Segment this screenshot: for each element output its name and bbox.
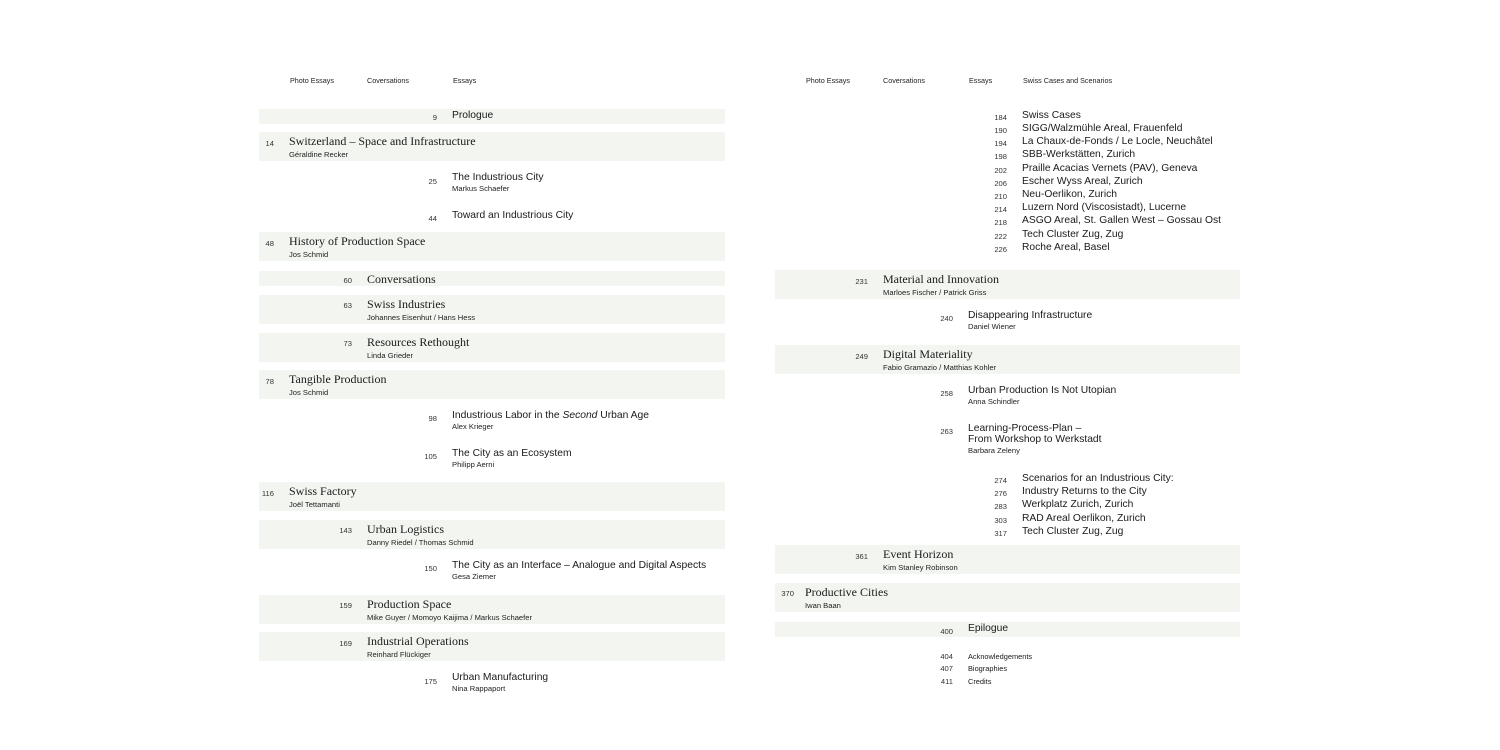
- entry-title: Scenarios for an Industrious City:: [1022, 473, 1174, 484]
- entry-title: Urban Manufacturing: [452, 672, 549, 683]
- page-number: 283: [994, 502, 1007, 511]
- entry-title: Tech Cluster Zug, Zug: [1022, 229, 1124, 240]
- entry-title: Luzern Nord (Viscosistadt), Lucerne: [1022, 202, 1187, 213]
- entry-title: Resources Rethought: [367, 335, 470, 349]
- toc-entry-swiss-industries[interactable]: [367, 297, 475, 322]
- page-number: 190: [994, 126, 1007, 135]
- entry-author: Danny Riedel / Thomas Schmid: [367, 538, 474, 547]
- toc-entry-biographies[interactable]: [968, 664, 1007, 673]
- entry-author: Anna Schindler: [968, 397, 1020, 406]
- entry-author: Daniel Wiener: [968, 322, 1016, 331]
- entry-author: Géraldine Recker: [289, 150, 349, 159]
- entry-title: Production Space: [367, 597, 452, 611]
- entry-author: Marloes Fischer / Patrick Griss: [883, 288, 987, 297]
- page-number: 222: [994, 232, 1007, 241]
- page-number: 159: [339, 601, 352, 610]
- page-number: 226: [994, 245, 1007, 254]
- column-header-cases-scenarios: Swiss Cases and Scenarios: [1023, 76, 1113, 85]
- entry-title: Tangible Production: [289, 372, 387, 386]
- page-number: 78: [265, 377, 274, 386]
- toc-entry-disappearing-infrastructure[interactable]: [968, 310, 1092, 331]
- entry-title: SBB-Werkstätten, Zurich: [1022, 149, 1136, 160]
- page-number: 231: [855, 277, 868, 286]
- page-number: 303: [994, 516, 1007, 525]
- entry-author: Jos Schmid: [289, 388, 329, 397]
- page-number: 194: [994, 139, 1007, 148]
- toc-entry-resources-rethought[interactable]: [367, 335, 469, 360]
- entry-title: Escher Wyss Areal, Zurich: [1022, 176, 1143, 187]
- page-number: 48: [265, 239, 274, 248]
- entry-title: Biographies: [968, 664, 1008, 673]
- column-header-essays: Essays: [453, 76, 477, 85]
- page-number: 249: [855, 352, 868, 361]
- toc-entry-prologue[interactable]: [452, 110, 493, 121]
- entry-author: Fabio Gramazio / Matthias Kohler: [883, 363, 997, 372]
- entry-title: Prologue: [452, 110, 494, 121]
- page-number: 202: [994, 166, 1007, 175]
- entry-title: RAD Areal Oerlikon, Zurich: [1022, 513, 1146, 524]
- entry-author: Alex Krieger: [452, 422, 494, 431]
- entry-author: Joël Tettamanti: [289, 500, 340, 509]
- entry-title: Learning-Process-Plan –: [968, 423, 1082, 434]
- entry-title: Conversations: [367, 272, 436, 286]
- column-header-photo-essays: Photo Essays: [806, 76, 850, 85]
- toc-entry-production-space[interactable]: [367, 597, 532, 622]
- entry-title: Werkplatz Zurich, Zurich: [1022, 499, 1134, 510]
- toc-entry-acknowledgements[interactable]: [968, 652, 1032, 661]
- page-number: 60: [343, 276, 352, 285]
- page-number: 218: [994, 218, 1007, 227]
- page-number: 198: [994, 152, 1007, 161]
- page-number: 63: [343, 301, 352, 310]
- toc-entry-urban-production-not-utopian[interactable]: [968, 385, 1116, 406]
- entry-title: Event Horizon: [883, 547, 954, 561]
- entry-title: Material and Innovation: [883, 272, 999, 286]
- page-number: 175: [424, 677, 437, 686]
- entry-author: Kim Stanley Robinson: [883, 563, 958, 572]
- toc-entry-conversations[interactable]: [367, 272, 436, 287]
- toc-entry-credits[interactable]: [968, 677, 991, 686]
- entry-title: SIGG/Walzmühle Areal, Frauenfeld: [1022, 123, 1183, 134]
- entry-author: Gesa Ziemer: [452, 572, 496, 581]
- toc-entry-learning-process-plan[interactable]: [968, 423, 1102, 455]
- entry-title-line-2: From Workshop to Werkstadt: [968, 434, 1102, 445]
- page-number: 214: [994, 205, 1007, 214]
- toc-entry-switzerland-space[interactable]: [289, 134, 476, 159]
- column-header-conversations: Coversations: [367, 76, 409, 85]
- page-number: 169: [339, 639, 352, 648]
- entry-author: Linda Grieder: [367, 351, 414, 360]
- entry-title: Swiss Cases: [1022, 110, 1081, 121]
- entry-author: Johannes Eisenhut / Hans Hess: [367, 313, 476, 322]
- entry-title: Toward an Industrious City: [452, 210, 574, 221]
- page-number: 317: [994, 529, 1007, 538]
- entry-author: Reinhard Flückiger: [367, 650, 431, 659]
- toc-entry-event-horizon[interactable]: [883, 547, 958, 572]
- page-number: 411: [940, 677, 953, 686]
- page-number: 25: [428, 177, 437, 186]
- toc-entry-urban-manufacturing[interactable]: [452, 672, 548, 693]
- page-number: 116: [261, 489, 274, 498]
- entry-title: Industrious Labor in the Second Urban Age: [452, 410, 649, 421]
- entry-author: Jos Schmid: [289, 250, 329, 259]
- page-number: 105: [424, 452, 437, 461]
- entry-title: Productive Cities: [805, 585, 888, 599]
- entry-title: Epilogue: [968, 623, 1009, 634]
- entry-title: Industrial Operations: [367, 634, 469, 648]
- entry-title: Praille Acacias Vernets (PAV), Geneva: [1022, 163, 1198, 174]
- entry-author: Philipp Aerni: [452, 460, 495, 469]
- entry-title: Urban Logistics: [367, 522, 444, 536]
- page-number: 370: [781, 589, 794, 598]
- column-header-essays: Essays: [969, 76, 993, 85]
- entry-title: ASGO Areal, St. Gallen West – Gossau Ost: [1022, 215, 1221, 226]
- toc-entry-swiss-factory[interactable]: [289, 484, 357, 509]
- entry-title: Disappearing Infrastructure: [968, 310, 1093, 321]
- page-number: 407: [940, 664, 953, 673]
- entry-title: Tech Cluster Zug, Zug: [1022, 526, 1124, 537]
- page-number: 276: [994, 489, 1007, 498]
- entry-title: Acknowledgements: [968, 652, 1033, 661]
- entry-title: Digital Materiality: [883, 347, 973, 361]
- toc-entry-industrial-operations[interactable]: [367, 634, 469, 659]
- page-number: 143: [339, 526, 352, 535]
- toc-entry-history-production-space[interactable]: [289, 234, 425, 259]
- toc-entry-toward-industrious-city[interactable]: [452, 210, 573, 221]
- column-header-photo-essays: Photo Essays: [290, 76, 334, 85]
- toc-entry-city-interface[interactable]: [452, 560, 706, 581]
- page-number: 361: [855, 552, 868, 561]
- entry-title: The City as an Interface – Analogue and Digital Aspects: [452, 560, 707, 571]
- entry-title: History of Production Space: [289, 234, 426, 248]
- entry-author: Nina Rappaport: [452, 684, 506, 693]
- page-number: 98: [428, 414, 437, 423]
- entry-title: La Chaux-de-Fonds / Le Locle, Neuchâtel: [1022, 136, 1213, 147]
- entry-title: The Industrious City: [452, 172, 544, 183]
- toc-entry-industrious-labor[interactable]: [452, 410, 649, 431]
- page-number: 274: [994, 476, 1007, 485]
- page-number: 240: [940, 314, 953, 323]
- entry-author: Barbara Zeleny: [968, 446, 1020, 455]
- toc-entry-epilogue[interactable]: [968, 623, 1008, 634]
- toc-entry-industrious-city[interactable]: [452, 172, 544, 193]
- toc-entry-productive-cities[interactable]: [805, 585, 888, 610]
- page-number: 206: [994, 179, 1007, 188]
- toc-entry-urban-logistics[interactable]: [367, 522, 474, 547]
- page-number: 9: [432, 113, 437, 122]
- entry-title: Credits: [968, 677, 992, 686]
- entry-title: Roche Areal, Basel: [1022, 242, 1110, 253]
- entry-author: Iwan Baan: [805, 601, 841, 610]
- toc-entry-city-ecosystem[interactable]: [452, 448, 572, 469]
- toc-entry-tangible-production[interactable]: [289, 372, 386, 397]
- entry-author: Markus Schaefer: [452, 184, 510, 193]
- page-number: 263: [940, 427, 953, 436]
- entry-title: The City as an Ecosystem: [452, 448, 572, 459]
- page-number: 258: [940, 389, 953, 398]
- column-header-conversations: Coversations: [883, 76, 925, 85]
- page-number: 150: [424, 564, 437, 573]
- page-number: 210: [994, 192, 1007, 201]
- entry-author: Mike Guyer / Momoyo Kaijima / Markus Schaefer: [367, 613, 533, 622]
- entry-title: Swiss Industries: [367, 297, 446, 311]
- entry-title: Industry Returns to the City: [1022, 486, 1147, 497]
- page-number: 184: [994, 113, 1007, 122]
- entry-title: Urban Production Is Not Utopian: [968, 385, 1117, 396]
- toc-entry-material-innovation[interactable]: [883, 272, 999, 297]
- entry-title: Switzerland – Space and Infrastructure: [289, 134, 476, 148]
- page-number: 400: [940, 627, 953, 636]
- entry-title: Swiss Factory: [289, 484, 357, 498]
- entry-title: Neu-Oerlikon, Zurich: [1022, 189, 1117, 200]
- page-number: 404: [940, 652, 953, 661]
- page-number: 73: [343, 339, 352, 348]
- toc-entry-digital-materiality[interactable]: [883, 347, 996, 372]
- page-number: 44: [428, 214, 437, 223]
- page-number: 14: [265, 139, 274, 148]
